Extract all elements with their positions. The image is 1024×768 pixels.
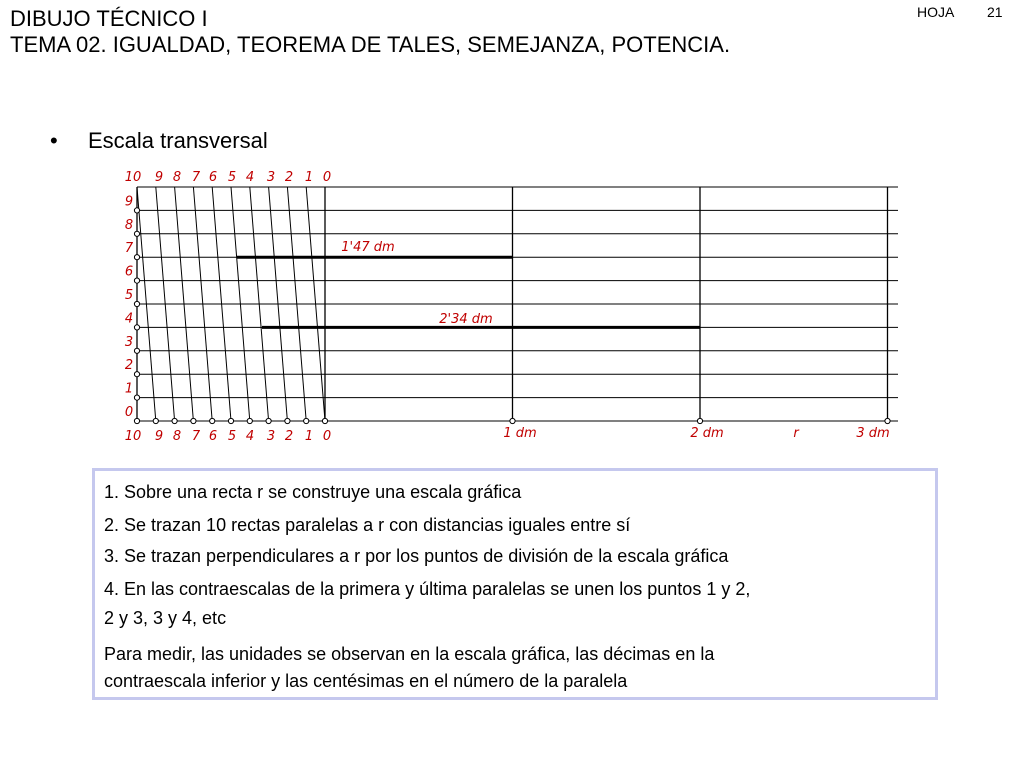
- top-scale-digit: 9: [154, 170, 164, 185]
- measure-label-1: 1'47 dm: [341, 240, 395, 255]
- division-point: [266, 418, 271, 423]
- top-scale-digit: 7: [191, 170, 201, 185]
- sheet-number: 21: [987, 4, 1003, 20]
- division-point: [134, 278, 139, 283]
- division-point: [247, 418, 252, 423]
- top-scale-digit: 10: [124, 170, 142, 185]
- division-point: [134, 255, 139, 260]
- division-point: [153, 418, 158, 423]
- top-scale-digit: 0: [322, 170, 332, 185]
- instruction-line: 3. Se trazan perpendiculares a r por los puntos de división de la escala gráfica: [104, 546, 729, 566]
- instruction-line: 2. Se trazan 10 rectas paralelas a r con distancias iguales entre sí: [104, 515, 631, 535]
- bottom-scale-digit: 2: [284, 429, 294, 444]
- division-point: [322, 418, 327, 423]
- division-point: [134, 348, 139, 353]
- division-point: [134, 301, 139, 306]
- division-point: [285, 418, 290, 423]
- bottom-scale-digit: 0: [322, 429, 332, 444]
- left-scale-digit: 6: [124, 264, 134, 280]
- left-scale-digit: 8: [124, 217, 134, 233]
- bottom-scale-digit: 7: [191, 429, 201, 444]
- top-scale-digit: 1: [304, 170, 314, 185]
- bottom-scale-digit: 4: [245, 429, 255, 444]
- bottom-scale-digit: 3: [266, 429, 276, 444]
- bottom-scale-digit: 6: [208, 429, 218, 444]
- division-point: [885, 418, 890, 423]
- division-point: [134, 372, 139, 377]
- top-scale-digit: 4: [245, 170, 255, 185]
- topic-title: TEMA 02. IGUALDAD, TEOREMA DE TALES, SEMEJANZA, POTENCIA.: [10, 32, 731, 57]
- left-scale-digit: 0: [124, 405, 134, 420]
- left-scale-digit: 5: [124, 288, 134, 303]
- division-point: [510, 418, 515, 423]
- scale-unit-label: 2 dm: [690, 426, 724, 441]
- left-scale-digit: 2: [124, 358, 134, 374]
- division-point: [697, 418, 702, 423]
- left-scale-digit: 7: [124, 241, 134, 257]
- division-point: [172, 418, 177, 423]
- top-scale-digit: 3: [266, 170, 276, 185]
- instruction-line: contraescala inferior y las centésimas en el número de la paralela: [104, 671, 628, 691]
- left-scale-digit: 1: [124, 381, 134, 397]
- left-scale-digit: 9: [124, 194, 134, 210]
- scale-unit-label: r: [793, 426, 799, 441]
- division-point: [134, 325, 139, 330]
- bullet-text: Escala transversal: [88, 128, 268, 153]
- instruction-line: 1. Sobre una recta r se construye una escala gráfica: [104, 482, 522, 502]
- division-point: [134, 395, 139, 400]
- division-point: [134, 208, 139, 213]
- instruction-line: 2 y 3, 3 y 4, etc: [104, 608, 227, 628]
- left-scale-digit: 4: [124, 311, 134, 327]
- top-scale-digit: 2: [284, 170, 294, 185]
- scale-unit-label: 1 dm: [503, 426, 537, 441]
- bottom-scale-digit: 5: [227, 429, 237, 444]
- division-point: [228, 418, 233, 423]
- division-point: [191, 418, 196, 423]
- instruction-line: Para medir, las unidades se observan en la escala gráfica, las décimas en la: [104, 644, 715, 664]
- top-scale-digit: 6: [208, 170, 218, 185]
- bottom-scale-digit: 8: [172, 429, 182, 444]
- course-title: DIBUJO TÉCNICO I: [10, 6, 208, 31]
- bottom-scale-digit: 9: [154, 429, 164, 444]
- top-scale-digit: 8: [172, 170, 182, 185]
- left-scale-digit: 3: [124, 334, 134, 350]
- bullet-symbol: •: [50, 128, 58, 153]
- top-scale-digit: 5: [227, 170, 237, 185]
- division-point: [304, 418, 309, 423]
- sheet-label: HOJA: [917, 4, 955, 20]
- bottom-scale-digit: 1: [304, 429, 314, 444]
- measure-label-2: 2'34 dm: [439, 312, 493, 327]
- bottom-scale-digit: 10: [124, 429, 142, 444]
- division-point: [210, 418, 215, 423]
- instruction-line: 4. En las contraescalas de la primera y última paralelas se unen los puntos 1 y 2,: [104, 579, 751, 599]
- division-point: [134, 418, 139, 423]
- scale-unit-label: 3 dm: [856, 426, 890, 441]
- division-point: [134, 231, 139, 236]
